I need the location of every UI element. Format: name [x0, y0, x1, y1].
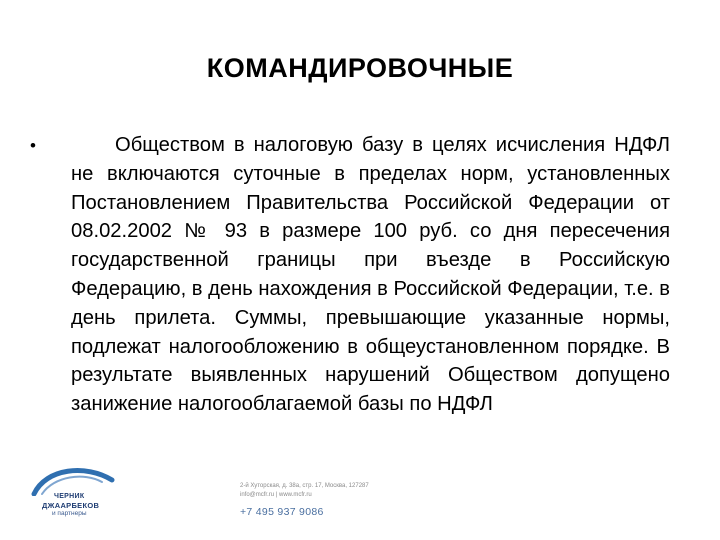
logo-arc-icon	[28, 462, 118, 496]
footer-phone: +7 495 937 9086	[240, 506, 324, 518]
bullet-text: Обществом в налоговую базу в целях исчисления НДФЛ не включаются суточные в пределах норм, установленных Постановлением Правительства Российской Федерации от 08.02.2002 № 93 в размере 100 руб. со дня пересечения государственной границы при въезде в Российскую Федерацию, в день нахождения в Российской Федерации, т.е. в день прилета. Суммы, превышающие указанные нормы, подлежат налогообложению в общеустановленном порядке. В результате выявленных нарушений Обществом допущено занижение налогооблагаемой базы по НДФЛ	[71, 134, 670, 416]
logo-text-line3: и партнеры	[52, 510, 87, 517]
footer-contacts	[240, 482, 369, 519]
logo-text-line2: ДЖААРБЕКОВ	[42, 501, 100, 510]
slide-title: КОМАНДИРОВОЧНЫЕ	[206, 53, 514, 83]
footer-address: 2-й Хуторская, д. 38а, стр. 17, Москва, 127287	[240, 483, 369, 489]
company-logo	[28, 462, 118, 522]
bullet-mark: •	[30, 136, 36, 155]
footer-web: info@mcfr.ru | www.mcfr.ru	[240, 492, 312, 498]
logo-text-line1: ЧЕРНИК	[54, 493, 85, 500]
